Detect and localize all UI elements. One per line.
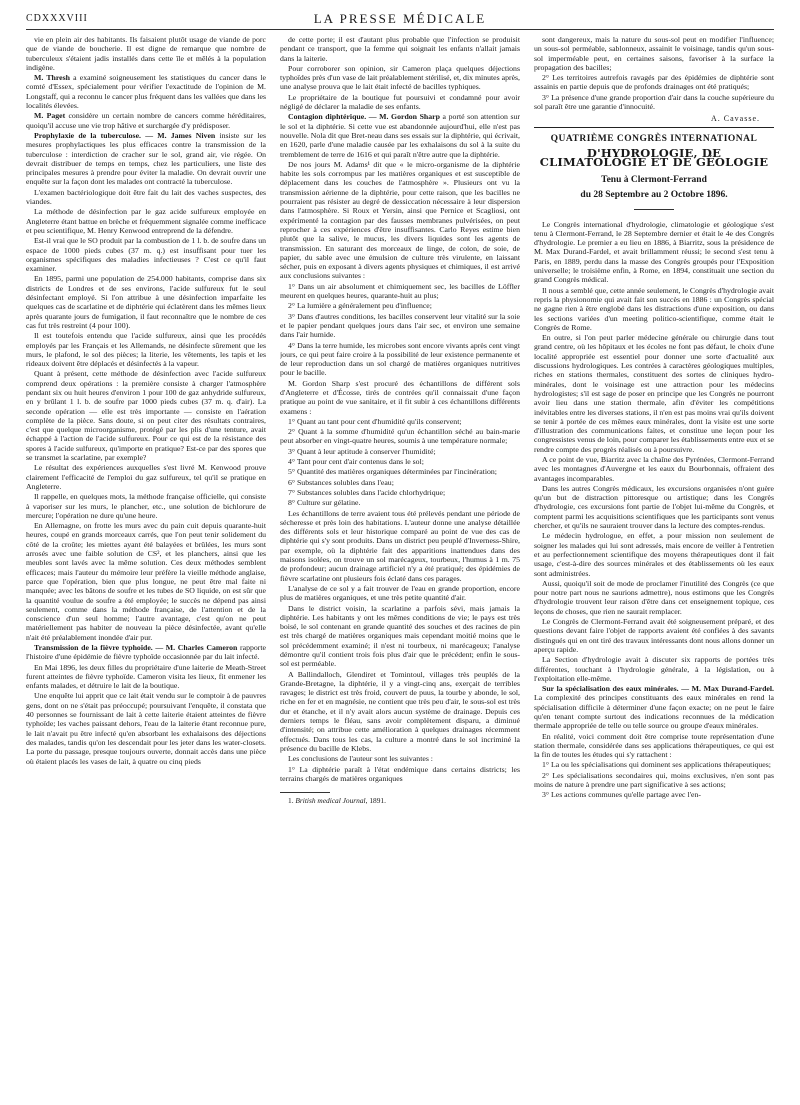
paragraph-text: La Section d'hydrologie avait à discuter six rapports de portées très différentes, touchant à l'hydrologie générale, à la législation, ou à l'exploitation elle-même.: [534, 655, 774, 683]
congress-location: Tenu à Clermont-Ferrand: [601, 174, 707, 185]
paragraph-text: Le résultat des expériences auxquelles s'est livré M. Kenwood prouve clairement l'efficacité de l'emploi du gaz sulfureux, tel qu'il se pratique en Angleterre.: [26, 463, 266, 491]
paragraph: [26, 35, 266, 72]
paragraph: [280, 312, 520, 340]
paragraph-text: 3° La présence d'une grande proportion d'air dans la couche supérieure du sol paraît être une garantie d'innocuité.: [534, 92, 774, 112]
paragraph: [280, 478, 520, 487]
paragraph: [26, 331, 266, 368]
paragraph-text: Pour corroborer son opinion, sir Cameron plaça quelques déjections typhoïdes près d'un vase de lait préalablement stérilisé, et, dix minutes après, une analyse prouva que le lait était infecté de bacilles typhiques.: [280, 63, 520, 92]
paragraph-text: considère un certain nombre de cancers comme héréditaires, quoiqu'il accuse une vie trop hâtive et surchargée d'y prédisposer.: [26, 111, 266, 130]
paragraph-text: Il est toutefois entendu que l'acide sulfureux, ainsi que les procédés employés par les Français et les Allemands, ne désinfecte sûrement que les murs, le plafond, le sol des pièces; la literie, les vêtements, les tapis et les rideaux doivent être déplacés et désinfectés à la vapeur.: [26, 331, 266, 369]
paragraph-text: sont dangereux, mais la nature du sous-sol peut en modifier l'influence; un sous-sol perméable, sablonneux, assainit le voisinage, tandis qu'un sous-sol imperméable peut, en certaines saisons, favoriser à la surface la propagation des bacilles;: [534, 35, 774, 72]
paragraph: [280, 498, 520, 507]
paragraph-text: La complexité des principes constituants des eaux minérales en rend la spécialisation difficile à déterminer d'une façon exacte; on ne peut le faire qu'en tenant compte surtout des indications reconnues de la médication thermale appropriée de telle ou telle source ou groupe d'eaux minérales.: [534, 693, 774, 731]
paragraph: [26, 691, 266, 765]
paragraph-text: 2° La lumière a généralement peu d'influence;: [288, 301, 432, 311]
footnote: [280, 796, 520, 805]
paragraph: [280, 417, 520, 426]
paragraph-text: 1° Quant au tant pour cent d'humidité qu'ils conservent;: [288, 416, 462, 426]
paragraph-text: vie en plein air des habitants. Ils faisaient plutôt usage de viande de porc que de viande de boucherie. Il est digne de remarque que nombre de tuberculeux s'étaient jadis installés dans cette île et mêlés à la population indigène.: [26, 35, 266, 72]
paragraph: [26, 463, 266, 491]
paragraph: [534, 286, 774, 332]
paragraph-text: 3° Dans d'autres conditions, les bacilles conservent leur vitalité sur la soie et le papier pendant quelques jours dans l'air sec, et environ une semaine dans l'air humide.: [280, 311, 520, 340]
paragraph: [534, 760, 774, 769]
paragraph: [280, 427, 520, 446]
paragraph: [26, 521, 266, 642]
column-3-body: [534, 220, 774, 800]
paragraph: [26, 643, 266, 662]
section-divider: [534, 127, 774, 128]
paragraph-text: 2° Les territoires autrefois ravagés par des épidémies de diphtérie sont assainis en partie depuis que de profonds drainages ont été pratiqués;: [534, 73, 774, 92]
paragraph: [280, 488, 520, 497]
paragraph-heading: Transmission de la fièvre typhoïde. — M. Charles Cameron: [34, 643, 238, 652]
paragraph: [534, 35, 774, 72]
paragraph: [280, 282, 520, 301]
paragraph: [26, 73, 266, 110]
paragraph-text: Dans le district voisin, la scarlatine a parfois sévi, mais jamais la diphtérie. Les habitants y ont les mêmes conditions de vie; le pays est très boisé, le sol contenant en grande quantité des souches et des racines de pin est très chargé de matières organiques mais cependant moitié moins que le sol précédemment examiné; il n'est ni tourbeux, ni marécageux; l'analyse démontre qu'il contient trois fois plus d'air que le précédent; enfin le sous-sol est perméable.: [280, 603, 520, 669]
paragraph-heading: Contagion diphtérique. — M. Gordon Sharp: [288, 112, 440, 122]
paragraph: [280, 754, 520, 763]
paragraph-text: 5° Quantité des matières organiques déterminées par l'incinération;: [288, 467, 497, 477]
column-2: [280, 35, 520, 1099]
paragraph-text: De nos jours M. Adams¹ dit que « le micro-organisme de la diphtérie habite les sols corrompus par les matières organiques et est susceptible de déplacement dans les couches de l'atmosphère ». Plusieurs ont vu la transmission aérienne de la diphtérie, pour cette raison, que les bacilles ne pourraient pas résister au degré de dessiccation nécessaire à leur dispersion dans l'atmosphère. Si Roux et Yersin, ainsi que Pernice et Scagliosi, ont expérimenté la contagion par des fausses membranes pulvérisées, on peut reprocher à ces expériences d'être insuffisantes. Carlo Reyes estime bien plutôt que la salive, le mucus, les divers liquides sont les agents de transmission. En saturant des morceaux de linge, de colon, de soie, de papier, du sable avec une émulsion de culture très virulente, en laissant sécher, puis en exposant à divers agents physiques et chimiques, il est arrivé aux conclusions suivantes :: [280, 159, 520, 281]
paragraph-text: insiste sur les mesures prophylactiques les plus efficaces contre la transmission de la tuberculose : interdiction de cracher sur le sol, grand air, vie régée. On devrait distribuer de temps en temps, chez les particuliers, une liste des principales mesures à prendre pour éviter la maladie. On devrait ouvrir une enquête sur la façon dont les malades ont contracté la tuberculose.: [26, 130, 266, 187]
paragraph-text: En réalité, voici comment doit être comprise toute représentation d'une station thermale, considérée dans ses applications thérapeutiques, ce qui est la fin de toutes les études qui s'y rattachent :: [534, 731, 774, 760]
paragraph-text: rapporte l'histoire d'une épidémie de fièvre typhoïde occasionnée par du lait infecté.: [26, 643, 266, 662]
paragraph-text: 3° Quant à leur aptitude à conserver l'humidité;: [288, 446, 436, 456]
paragraph: [280, 765, 520, 784]
paragraph: [280, 112, 520, 158]
paragraph: [534, 455, 774, 483]
paragraph: [280, 301, 520, 310]
paragraph: [280, 341, 520, 378]
paragraph-heading: Sur la spécialisation des eaux minérales. — M. Max Durand-Fardel.: [542, 684, 774, 694]
paragraph-text: Est-il vrai que le SO produit par la combustion de 1 l. b. de soufre dans un espace de 1000 pieds cubes (37 m. q.) est insuffisant pour tuer les organismes spécifiques des maladies infectieuses ? C'est ce qu'il faut examiner.: [26, 236, 266, 274]
page-number: CDXXXVIII: [26, 13, 88, 24]
paragraph-text: La méthode de désinfection par le gaz acide sulfureux employée en Angleterre étant battue en brèche et fréquemment signalée comme inefficace et peu scientifique, M. Henry Kenwood entreprend de la défendre.: [26, 207, 266, 235]
paragraph-text: a examiné soigneusement les statistiques du cancer dans le comté d'Essex, spécialement pour vérifier l'exactitude de l'opinion de M. Longstaff, qui a reconnu le cancer plus fréquent dans les vallées que dans les localités élevées.: [26, 73, 266, 111]
paragraph-text: Quant à présent, cette méthode de désinfection avec l'acide sulfureux comprend deux opérations : la première consiste à charger l'atmosphère pendant six ou huit heures d'environ 1 pour 100 de gaz anhydride sulfureux, en y brûlant 1 l. b. de soufre par 1000 pieds cubes (37 m. q. d'air). La seconde opération — elle est très importante — consiste en l'aération complète de la pièce. Sans doute, si on peut citer des résultats contraires, c'est que quelque microorganisme, protégé par les plis d'une tenture, avait échappé à l'action de l'acide sulfureux. Pour ce qui est de la résistance des spores à l'acide sulfureux, qu'importe en pratique? Est-ce par des spores que se transmet la scarlatine, par exemple?: [26, 369, 266, 463]
paragraph: [280, 467, 520, 476]
paragraph-text: L'analyse de ce sol y a fait trouver de l'eau en grande proportion, encore plus de matières organiques, et une très petite quantité d'air.: [280, 583, 520, 603]
paragraph: [280, 64, 520, 92]
paragraph-text: Il nous a semblé que, cette année seulement, le Congrès d'hydrologie avait repris la physionomie qui avait fait son succès en 1886 : un Congrès spécial ne gagne rien à être englobé dans les distractions d'une exposition, ou dans les sections variées d'un meeting politico-scientifique, comme était le Congrès de Rome.: [534, 285, 774, 332]
paragraph-text: 3° Les actions communes qu'elle partage avec l'en-: [542, 790, 701, 800]
paragraph-text: 4° Dans la terre humide, les microbes sont encore vivants après cent vingt jours, ce qui peut faire croire à la possibilité de leur existence permanente et de leur reproduction dans un sol chargé de matières organiques nutritives pour le bacille.: [280, 340, 520, 378]
journal-title: LA PRESSE MÉDICALE: [313, 11, 487, 26]
paragraph: [26, 492, 266, 520]
paragraph-text: Le médecin hydrologue, en effet, a pour mission non seulement de soigner les malades qui lui sont adressés, mais encore de veiller à l'entretien et au perfectionnement scientifique des moyens thérapeutiques dont il fait usage, c'est-à-dire des sources minérales et des établissements où les eaux sont administrées.: [534, 531, 774, 578]
paragraph-heading: Prophylaxie de la tuberculose. — M. James Niven: [34, 130, 216, 140]
paragraph: [280, 35, 520, 63]
paragraph: [280, 584, 520, 603]
column-3: [534, 35, 774, 1099]
paragraph-text: a porté son attention sur le sol et la diphtérie. Si cette vue est abandonnée aujourd'hui, elle n'est pas nouvelle. Nola dit que Bret-neau dans ses essais sur la diphtérie, qui écrivait, en 1620, parle d'une maladie causée par les exhalaisons du sol à la suite du tremblement de terre de 1616 et qui paraît n'être autre que la diphtérie.: [280, 112, 520, 159]
paragraph: [26, 236, 266, 273]
paragraph: [534, 220, 774, 285]
paragraph-text: 2° Les spécialisations secondaires qui, moins exclusives, n'en sont pas moins de nature à prendre une part significative à ses actions;: [534, 770, 774, 790]
paragraph: [534, 73, 774, 92]
paragraph-text: L'examen bactériologique doit être fait du lait des vaches suspectes, des viandes.: [26, 187, 266, 207]
paragraph-text: Une enquête lui apprit que ce lait était vendu sur le comptoir à de pauvres gens, dont on ne s'était pas préoccupé; poursuivant l'enquête, il constata que 40 personnes se fournissant de lait à cette laiterie étaient atteintes de fièvre typhoïde; les vaches paissant dehors, l'eau de la laiterie étant reconnue pure, le lait n'avait pu être infecté qu'en absorbant les exhalaisons des déjections des malades, tandis qu'on les descendait pour les jeter dans les water-closets. La porte du passage, presque toujours ouverte, donnait accès dans une pièce où étaient placés les vases de lait, à quatre ou cinq pieds: [26, 691, 266, 766]
running-header: [26, 9, 774, 30]
paragraph-text: A Ballindalloch, Glendiret et Tomintoul, villages très peuplés de la Grande-Bretagne, la diphtérie, il y a vingt-cinq ans, exerçait de terribles ravages; le district est très froid, couvert de puus, la tourbe y abonde, le sol, riche en fer et en magnésie, ne contient que très peu d'air, le sous-sol est très dur et étanche, et il n'y avait alors aucun système de drainage. Depuis ces derniers temps le fléau, sans avoir complètement disparu, a diminué d'intensité; on attribue cette amélioration à quelques drainages récemment effectués. Dans tous les cas, la culture a montré dans le sol incriminé la présence du bacille de Klebs.: [280, 669, 520, 753]
paragraph: [534, 531, 774, 577]
paragraph: [534, 790, 774, 799]
paragraph-text: 2° Quant à la somme d'humidité qu'un échantillon séché au bain-marie peut absorber en vingt-quatre heures, soumis à une température normale;: [280, 427, 520, 446]
paragraph-text: En 1895, parmi une population de 254.000 habitants, comprise dans six districts de Londres et de ses environs, l'acide sulfureux fut le seul désinfectant employé. Si l'on attribue à une désinfection imparfaite les quelques cas de scarlatine et de diphtérie qui éclatèrent dans les mêmes lieux après quarante jours de fumigation, il faut reconnaître que le nombre de ces cas fut très restreint (4 pour 100).: [26, 274, 266, 330]
paragraph: [534, 484, 774, 530]
congress-subtitle: QUATRIÈME CONGRÈS INTERNATIONAL: [550, 133, 758, 144]
paragraph: [26, 663, 266, 691]
text-columns: [26, 35, 774, 1099]
paragraph: [534, 655, 774, 683]
paragraph-text: 6° Substances solubles dans l'eau;: [288, 477, 394, 487]
paragraph-text: Les échantillons de terre avaient tous été prélevés pendant une période de sécheresse et près loin des habitations. L'auteur donne une analyse détaillée des différents sols et leur historique comparé au point de vue des cas de diphtérie qui s'y sont produits. Dans un district peu peuplé d'Inverness-Shire, par exemple, où la diphtérie fait des apparitions inattendues dans des maisons isolées, on trouve un sol marécageux, tourbeux, l'humus à 1 m. 75 de profondeur; aucun drainage artificiel n'y a été pratiqué; des épidémies de fièvre scarlatine ont plusieurs fois éclaté dans ces parages.: [280, 508, 520, 583]
paragraph-heading: M. Paget: [34, 111, 66, 121]
column-2-body: [280, 35, 520, 783]
paragraph-text: 1° La diphtérie paraît à l'état endémique dans certains districts; les terrains chargés de matières organiques: [280, 764, 520, 783]
footnote-year: , 1891.: [365, 796, 386, 806]
paragraph: [26, 111, 266, 130]
congress-title: D'HYDROLOGIE, DE CLIMATOLOGIE ET DE GÉOLOGIE: [539, 145, 769, 170]
paragraph-text: 7° Substances solubles dans l'acide chlorhydrique;: [288, 487, 446, 497]
paragraph: [534, 732, 774, 760]
paragraph-text: Il rappelle, en quelques mots, la méthode française officielle, qui consiste à vaporiser sur les murs, le plancher, etc., une solution de bichlorure de mercure; l'opération ne dure qu'une heure.: [26, 492, 266, 520]
paragraph-text: Aussi, quoiqu'il soit de mode de proclamer l'inutilité des Congrès (ce que pour notre part nous ne saurions admettre), nous estimons que les Congrès d'hydrologie trouvent leur raison d'être dans cet enseignement topique, ces leçons de choses, que rien ne saurait remplacer.: [534, 578, 774, 616]
paragraph: [280, 604, 520, 669]
paragraph: [534, 617, 774, 654]
paragraph: [534, 333, 774, 454]
paragraph: [280, 379, 520, 416]
paragraph: [280, 160, 520, 281]
paragraph-text: Dans les autres Congrès médicaux, les excursions organisées n'ont guère qu'un but de distraction pittoresque ou artistique; dans les Congrès d'hydrologie, ces excursions font partie de l'objet lui-même du Congrès, et comptent parmi les acquisitions scientifiques que les participants sont venus chercher, et qu'ils ne sauraient trouver dans la lecture des comptes-rendus.: [534, 483, 774, 531]
footnote-number: 1.: [288, 796, 294, 806]
footnote-source: British medical Journal: [295, 796, 366, 806]
paragraph-text: 1° Dans un air absolument et chimiquement sec, les bacilles de Löffler meurent en quelques heures, quarante-huit au plus;: [280, 281, 520, 301]
paragraph: [280, 447, 520, 456]
paragraph: [26, 188, 266, 207]
footnote-rule: [280, 792, 330, 793]
paragraph: [280, 509, 520, 583]
paragraph-text: de cette porte; il est d'autant plus probable que l'infection se produisit pendant ce transport, que la femme qui soignait les enfants n'allait jamais dans la laiterie.: [280, 35, 520, 63]
paragraph: [280, 457, 520, 466]
congress-rule: [634, 209, 674, 210]
paragraph: [26, 207, 266, 235]
paragraph-text: 4° Tant pour cent d'air contenus dans le sol;: [288, 457, 424, 467]
column-1: [26, 35, 266, 1099]
paragraph-text: 8° Culture sur gélatine.: [288, 498, 361, 508]
paragraph-text: Le Congrès international d'hydrologie, climatologie et géologique s'est tenu à Clermont-Ferrand, le 28 Septembre dernier et était le 4e des Congrès d'hydrologie. Le premier a eu lieu en 1886, à Biarritz, sous la présidence de M. Max Durand-Fardel, et avait brillamment réussi; le second s'est tenu à Paris, en 1889, perdu dans la masse des Congrès groupés pour l'Exposition universelle; le troisième enfin, à Rome, en 1894, constituait une section du grand Congrès médical.: [534, 219, 774, 285]
paragraph: [534, 771, 774, 790]
paragraph: [26, 369, 266, 462]
paragraph-text: M. Gordon Sharp s'est procuré des échantillons de différent sols d'Angleterre et d'Écosse, tirés de contrées qu'il connaissait d'une façon pratique au point de vue sanitaire, et il fit subir à ces échantillons différents examens :: [280, 378, 520, 416]
paragraph: [534, 684, 774, 730]
column-3-top: [534, 35, 774, 111]
paragraph: [26, 131, 266, 187]
paragraph-text: En Allemagne, on frotte les murs avec du pain cuit depuis quarante-huit heures, coupé en grands morceaux carrés, que l'on peut tenir solidement du côté de la croûte; les miettes ayant été balayées et brûlées, les murs sont arrosés avec une faible solution de CS², et les planchers, ainsi que les meubles sont lavés avec la même solution. Ces deux méthodes semblent efficaces; mais l'auteur du mémoire leur préfère la vieille méthode anglaise, parce que l'opération, bien que plus longue, ne peut être mal faite ni manquée; avec les bâtons de soufre et les tubes de SO liquide, on est sûr que la quantité voulue de soufre a été employée; le succès ne dépend pas ainsi seulement, comme dans la méthode française, de l'attention et de la conscience d'un seul homme; l'autre avantage, c'est qu'on ne peut matériellement pas habiter de nouveau la pièce désinfectée, avant qu'elle n'ait été préalablement inondée d'air pur.: [26, 521, 266, 642]
paragraph-text: A ce point de vue, Biarritz avec la chaîne des Pyrénées, Clermont-Ferrand avec les montagnes d'Auvergne et les eaux du Bourbonnais, offraient des avantages incomparables.: [534, 454, 774, 483]
congress-dates: du 28 Septembre au 2 Octobre 1896.: [580, 189, 728, 200]
paragraph-text: 1° La ou les spécialisations qui dominent ses applications thérapeutiques;: [542, 760, 771, 770]
paragraph: [26, 274, 266, 330]
paragraph-text: Les conclusions de l'auteur sont les suivantes :: [288, 754, 433, 764]
paragraph-text: En outre, si l'on peut parler médecine générale ou chirurgie dans tout grand centre, où les hôpitaux et les écoles ne font pas défaut, le choix d'une localité appropriée est essentiel pour donner une sorte d'actualité aux discussions hydrologiques. Les contrées à caractères géologiques multiples, riches en stations thermales, constituent des sortes de cliniques hydro-minérales, dont le voisinage est une attraction pour les médecins hydrologistes; s'il est sage de poser en principe que les Congrès ne pourront avoir lieu dans une station thermale, afin d'éviter les compétitions inévitables entre les diverses stations, il n'en est pas moins vrai qu'ils doivent se tenir à portée de ces mêmes eaux minérales, dont la visite est une sorte d'illustration des communications faites, et constitue une leçon pour les congressistes venus de loin, pour comparer les établissements entre eux et se rendre compte des progrès réalisés ou à poursuivre.: [534, 333, 774, 454]
paragraph: [534, 93, 774, 112]
author-signature: A. Cavasse.: [711, 114, 760, 124]
paragraph: [280, 93, 520, 112]
paragraph-text: Le propriétaire de la boutique fut poursuivi et condamné pour avoir négligé de déclarer la maladie de ses enfants.: [280, 92, 520, 112]
paragraph-heading: M. Thresh: [34, 73, 71, 83]
paragraph-text: En Mai 1896, les deux filles du propriétaire d'une laiterie de Meath-Street furent atteintes de fièvre typhoïde. Cameron visita les lieux, fit enmener les enfants malades, et détruire le lait de la boutique.: [26, 662, 266, 691]
paragraph-text: Le Congrès de Clermont-Ferrand avait été soigneusement préparé, et des questions devant faire l'objet de rapports avaient été confiées à des savants distingués qui en ont tiré des travaux intéressants dont nous allons donner un aperçu rapide.: [534, 617, 774, 654]
paragraph: [280, 670, 520, 754]
paragraph: [534, 579, 774, 616]
